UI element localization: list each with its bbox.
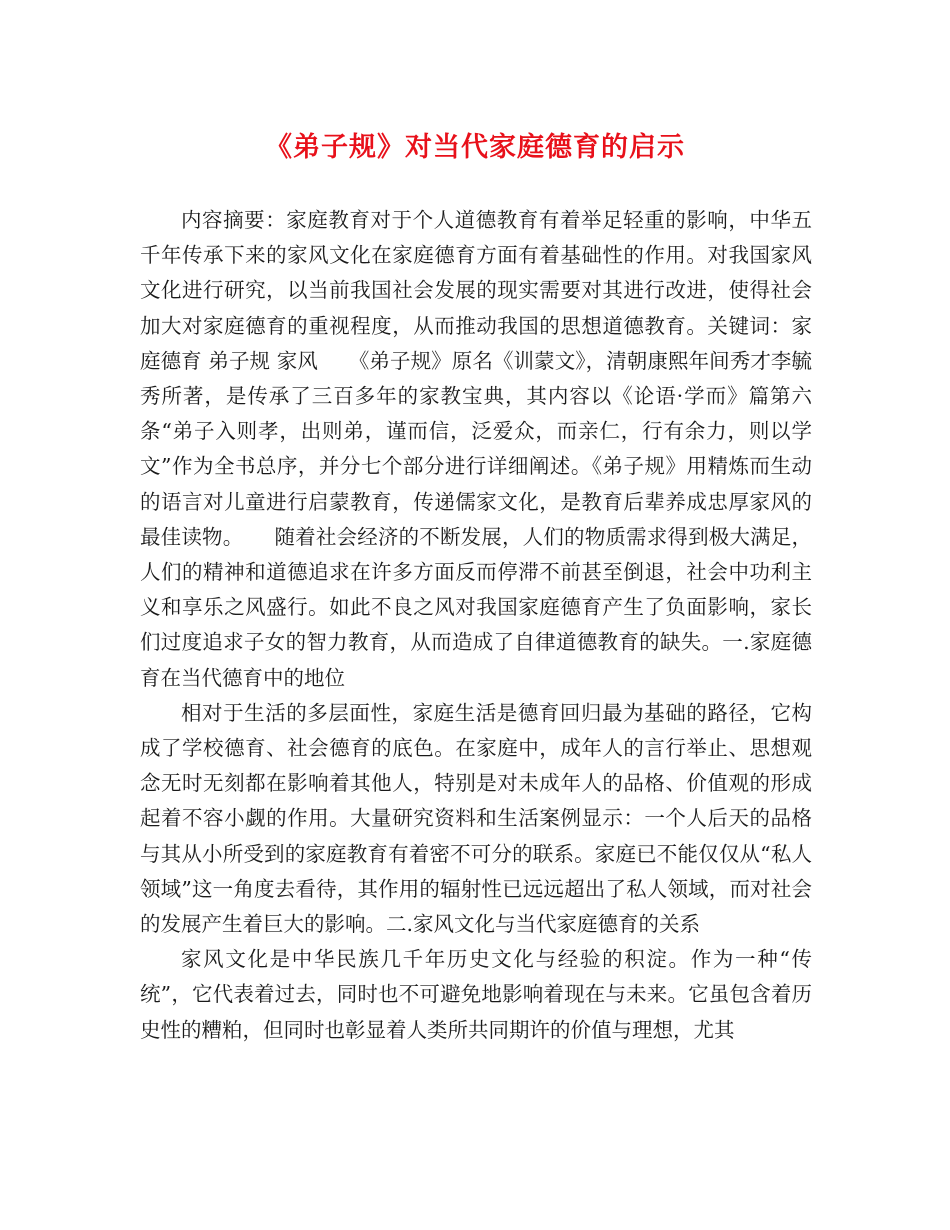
document-body: [140, 203, 812, 1048]
paragraph-abstract: 内容摘要：家庭教育对于个人道德教育有着举足轻重的影响，中华五千年传承下来的家风文化在家庭德育方面有着基础性的作用。对我国家风文化进行研究，以当前我国社会发展的现实需要对其进行改进，使得社会加大对家庭德育的重视程度，从而推动我国的思想道德教育。关键词：家庭德育 弟子规 家风 《弟子规》原名《训蒙文》，清朝康熙年间秀才李毓秀所著，是传承了三百多年的家教宝典，其内容以《论语·学而》篇第六条“弟子入则孝，出则弟，谨而信，泛爱众，而亲仁，行有余力，则以学文”作为全书总序，并分七个部分进行详细阐述。《弟子规》用精炼而生动的语言对儿童进行启蒙教育，传递儒家文化，是教育后辈养成忠厚家风的最佳读物。 随着社会经济的不断发展，人们的物质需求得到极大满足，人们的精神和道德追求在许多方面反而停滞不前甚至倒退，社会中功利主义和享乐之风盛行。如此不良之风对我国家庭德育产生了负面影响，家长们过度追求子女的智力教育，从而造成了自律道德教育的缺失。一.家庭德育在当代德育中的地位: [140, 208, 812, 690]
paragraph-family-culture: 家风文化是中华民族几千年历史文化与经验的积淀。作为一种“传统”，它代表着过去，同时也不可避免地影响着现在与未来。它虽包含着历史性的糟粕，但同时也彰显着人类所共同期许的价值与理想，尤其: [140, 947, 812, 1042]
paragraph-family-life: 相对于生活的多层面性，家庭生活是德育回归最为基础的路径，它构成了学校德育、社会德育的底色。在家庭中，成年人的言行举止、思想观念无时无刻都在影响着其他人，特别是对未成年人的品格、价值观的形成起着不容小觑的作用。大量研究资料和生活案例显示：一个人后天的品格与其从小所受到的家庭教育有着密不可分的联系。家庭已不能仅仅从“私人领域”这一角度去看待，其作用的辐射性已远远超出了私人领域，而对社会的发展产生着巨大的影响。二.家风文化与当代家庭德育的关系: [140, 700, 812, 937]
document-title: 《弟子规》对当代家庭德育的启示: [265, 132, 685, 163]
